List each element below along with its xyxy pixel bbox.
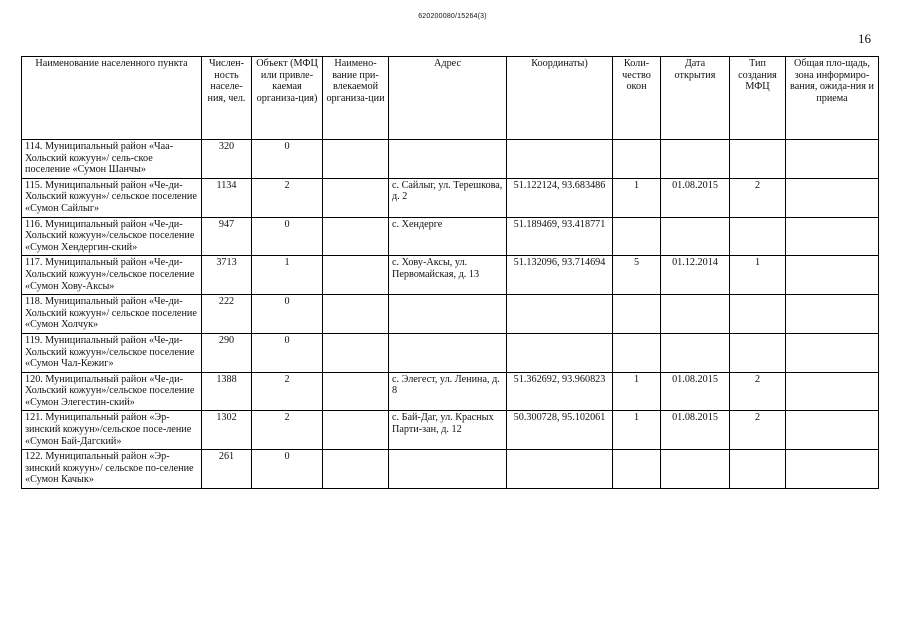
cell-name: 114. Муниципальный район «Чаа-Хольский кожуун»/ сель-ское поселение «Сумон Шанчы» [22, 140, 202, 179]
cell-object: 2 [252, 411, 323, 450]
cell-organization [323, 178, 389, 217]
cell-open-date [661, 295, 730, 334]
cell-type [730, 140, 786, 179]
cell-windows [613, 140, 661, 179]
cell-type [730, 295, 786, 334]
cell-type [730, 217, 786, 256]
header-area: Общая пло-щадь, зона информиро-вания, ожида-ния и приема [786, 57, 879, 140]
cell-open-date: 01.08.2015 [661, 372, 730, 411]
page-number: 16 [858, 31, 871, 46]
cell-name: 121. Муниципальный район «Эр-зинский кожуун»/сельское посе-ление «Сумон Бай-Дагский» [22, 411, 202, 450]
cell-population: 3713 [202, 256, 252, 295]
cell-open-date: 01.12.2014 [661, 256, 730, 295]
table-row [22, 178, 879, 217]
cell-area [786, 333, 879, 372]
table-row [22, 450, 879, 489]
header-type: Тип создания МФЦ [730, 57, 786, 140]
cell-area [786, 140, 879, 179]
cell-windows [613, 450, 661, 489]
cell-windows: 1 [613, 178, 661, 217]
cell-object: 2 [252, 372, 323, 411]
cell-address [389, 333, 507, 372]
cell-area [786, 450, 879, 489]
cell-object: 0 [252, 333, 323, 372]
cell-open-date [661, 217, 730, 256]
table-row [22, 411, 879, 450]
cell-object: 0 [252, 140, 323, 179]
cell-organization [323, 140, 389, 179]
header-population: Числен-ность населе-ния, чел. [202, 57, 252, 140]
header-windows: Коли-чество окон [613, 57, 661, 140]
cell-coordinates [507, 140, 613, 179]
cell-organization [323, 256, 389, 295]
cell-type [730, 333, 786, 372]
cell-coordinates [507, 295, 613, 334]
cell-address: с. Хову-Аксы, ул. Первомайская, д. 13 [389, 256, 507, 295]
cell-object: 0 [252, 217, 323, 256]
table-row [22, 217, 879, 256]
cell-population: 261 [202, 450, 252, 489]
cell-object: 1 [252, 256, 323, 295]
cell-address: с. Бай-Даг, ул. Красных Парти-зан, д. 12 [389, 411, 507, 450]
cell-coordinates [507, 333, 613, 372]
table-row [22, 256, 879, 295]
document-id: 620200080/15264(3) [418, 13, 487, 20]
cell-type: 2 [730, 411, 786, 450]
cell-coordinates: 50.300728, 95.102061 [507, 411, 613, 450]
cell-object: 2 [252, 178, 323, 217]
mfc-table [21, 56, 879, 489]
table-row [22, 140, 879, 179]
cell-open-date: 01.08.2015 [661, 411, 730, 450]
cell-address [389, 140, 507, 179]
cell-name: 116. Муниципальный район «Че-ди-Хольский кожуун»/сельское поселение «Сумон Хендергин-ский» [22, 217, 202, 256]
cell-open-date: 01.08.2015 [661, 178, 730, 217]
cell-population: 222 [202, 295, 252, 334]
cell-address: с. Элегест, ул. Ленина, д. 8 [389, 372, 507, 411]
cell-open-date [661, 140, 730, 179]
cell-area [786, 295, 879, 334]
cell-organization [323, 372, 389, 411]
header-object: Объект (МФЦ или привле-каемая организа-ция) [252, 57, 323, 140]
cell-population: 1302 [202, 411, 252, 450]
cell-coordinates: 51.122124, 93.683486 [507, 178, 613, 217]
cell-address: с. Сайлыг, ул. Терешкова, д. 2 [389, 178, 507, 217]
header-open-date: Дата открытия [661, 57, 730, 140]
header-address: Адрес [389, 57, 507, 140]
cell-address: с. Хендерге [389, 217, 507, 256]
cell-area [786, 217, 879, 256]
cell-type: 1 [730, 256, 786, 295]
cell-coordinates: 51.362692, 93.960823 [507, 372, 613, 411]
cell-object: 0 [252, 295, 323, 334]
cell-address [389, 450, 507, 489]
table-row [22, 333, 879, 372]
cell-name: 122. Муниципальный район «Эр-зинский кожуун»/ сельское по-селение «Сумон Качык» [22, 450, 202, 489]
cell-type: 2 [730, 372, 786, 411]
table-header-row [22, 57, 879, 140]
header-organization: Наимено-вание при-влекаемой организа-ции [323, 57, 389, 140]
cell-organization [323, 333, 389, 372]
cell-population: 1388 [202, 372, 252, 411]
cell-name: 115. Муниципальный район «Че-ди-Хольский кожуун»/ сельское поселение «Сумон Сайлыг» [22, 178, 202, 217]
cell-windows: 1 [613, 411, 661, 450]
cell-windows: 5 [613, 256, 661, 295]
cell-name: 120. Муниципальный район «Че-ди-Хольский кожуун»/сельское поселение «Сумон Элегестин-ский» [22, 372, 202, 411]
cell-coordinates: 51.132096, 93.714694 [507, 256, 613, 295]
cell-type: 2 [730, 178, 786, 217]
cell-name: 118. Муниципальный район «Че-ди-Хольский кожуун»/ сельское поселение «Сумон Холчук» [22, 295, 202, 334]
cell-population: 320 [202, 140, 252, 179]
cell-area [786, 411, 879, 450]
cell-object: 0 [252, 450, 323, 489]
cell-area [786, 178, 879, 217]
cell-coordinates [507, 450, 613, 489]
cell-open-date [661, 333, 730, 372]
header-name: Наименование населенного пункта [22, 57, 202, 140]
cell-windows [613, 295, 661, 334]
cell-population: 1134 [202, 178, 252, 217]
cell-population: 290 [202, 333, 252, 372]
cell-name: 117. Муниципальный район «Че-ди-Хольский кожуун»/сельское поселение «Сумон Хову-Аксы» [22, 256, 202, 295]
cell-organization [323, 295, 389, 334]
cell-windows: 1 [613, 372, 661, 411]
header-coordinates: Координаты) [507, 57, 613, 140]
cell-area [786, 256, 879, 295]
cell-name: 119. Муниципальный район «Че-ди-Хольский кожуун»/сельское поселение «Сумон Чал-Кежиг» [22, 333, 202, 372]
cell-address [389, 295, 507, 334]
cell-coordinates: 51.189469, 93.418771 [507, 217, 613, 256]
cell-organization [323, 217, 389, 256]
cell-windows [613, 333, 661, 372]
table-row [22, 372, 879, 411]
cell-organization [323, 411, 389, 450]
cell-organization [323, 450, 389, 489]
cell-population: 947 [202, 217, 252, 256]
cell-windows [613, 217, 661, 256]
cell-area [786, 372, 879, 411]
table-row [22, 295, 879, 334]
cell-open-date [661, 450, 730, 489]
cell-type [730, 450, 786, 489]
